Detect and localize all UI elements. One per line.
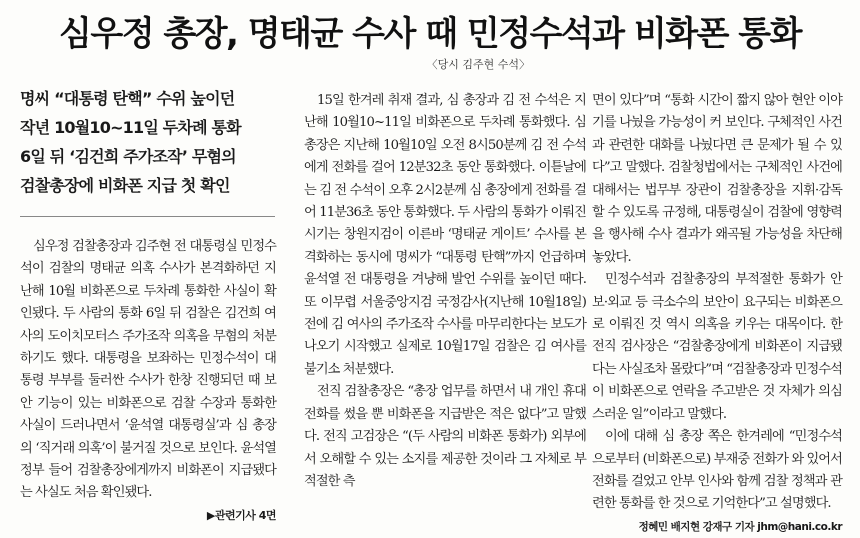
paragraph: 전직 검찰총장은 “총장 업무를 하면서 내 개인 휴대전화를 썼을 뿐 비화폰을 지급받은 적은 없다”고 말했다. 전직 고검장은 “(두 사람의 비화폰 통화가) 외부에서 오해할 수 있는 소지를 제공한 것이라 그 자체로 부적절한 측 <box>304 384 586 489</box>
paragraph: 민정수석과 검찰총장의 부적절한 통화가 안보·외교 등 극소수의 보안이 요구되는 비화폰으로 이뤄진 것 역시 의혹을 키우는 대목이다. 한 전직 검사장은 “검찰총장에게 비화폰이 지급됐다는 사실조차 몰랐다”며 “검찰총장과 민정수석이 비화폰으로 연락을 주고받은 것 자체가 의심스러운 일”이라고 말했다. <box>592 272 842 422</box>
photo-caption: 〈당시 김주현 수석〉 <box>426 58 530 71</box>
subhead-line: 6일 뒤 ‘김건희 주가조작’ 무혐의 <box>20 147 236 166</box>
paragraph: 면이 있다”며 “통화 시간이 짧지 않아 현안 이야기를 나눴을 가능성이 커 보인다. 구체적인 사건과 관련한 대화를 나눴다면 큰 문제가 될 수 있다”고 말했다. 검찰청법에서는 구체적인 사건에 대해서는 법무부 장관이 검찰총장을 지휘·감독할 수 있도록 규정해, 대통령실이 검찰에 영향력을 행사해 수사 결과가 왜곡될 가능성을 차단해놓았다. <box>592 93 842 265</box>
subhead-line: 명씨 “대통령 탄핵” 수위 높이던 <box>20 89 235 108</box>
subhead-line: 검찰총장에 비화폰 지급 첫 확인 <box>20 176 230 195</box>
paragraph: 15일 한겨레 취재 결과, 심 총장과 김 전 수석은 지난해 10월10~11일 비화폰으로 두차례 통화했다. 심 총장은 지난해 10월10일 오전 8시50분께 김 전 수석에게 전화를 걸어 12분32초 동안 통화했다. 이튿날에는 김 전 수석이 오후 2시2분께 심 총장에게 전화를 걸어 11분36초 동안 통화했다. 두 사람의 통화가 이뤄진 시기는 창원지검이 이른바 ‘명태균 게이트’ 수사를 본격화하는 동시에 명씨가 “대통령 탄핵”까지 언급하며 윤석열 전 대통령을 겨냥해 발언 수위를 높이던 때다. 또 이무렵 서울중앙지검 국정감사(지난해 10월18일) 전에 김 여사의 주가조작 수사를 마무리한다는 보도가 나오기 시작했고 실제로 10월17일 검찰은 김 여사를 불기소 처분했다. <box>304 93 586 377</box>
paragraph: 심우정 검찰총장과 김주현 전 대통령실 민정수석이 검찰의 명태균 의혹 수사가 본격화하던 지난해 10월 비화폰으로 두차례 통화한 사실이 확인됐다. 두 사람의 통화 6일 뒤 검찰은 김건희 여사의 도이치모터스 주가조작 의혹을 무혐의 처분하기도 했다. 대통령을 보좌하는 민정수석이 대통령 부부를 둘러싼 수사가 한창 진행되던 때 보안 기능이 있는 비화폰으로 검찰 수장과 통화한 사실이 드러나면서 ‘윤석열 대통령실’과 심 총장의 ‘직거래 의혹’이 불거질 것으로 보인다. 윤석열 정부 들어 검찰총장에게까지 비화폰이 지급됐다는 사실도 처음 확인됐다. <box>20 239 276 501</box>
paragraph: 이에 대해 심 총장 쪽은 한겨레에 “민정수석으로부터 (비화폰으로) 부재중 전화가 와 있어서 전화를 걸었고 안부 인사와 함께 검찰 정책과 관련한 통화를 한 것으로 기억한다”고 설명했다. <box>592 429 842 512</box>
article-column-1 <box>20 236 276 527</box>
subhead <box>20 84 275 200</box>
headline: 심우정 총장, 명태균 수사 때 민정수석과 비화폰 통화 <box>59 14 801 54</box>
article-column-2 <box>304 90 586 493</box>
byline: 정혜민 배지현 강재구 기자 jhm@hani.co.kr <box>638 520 842 533</box>
related-article-link[interactable]: ▶관련기사 4면 <box>206 508 276 522</box>
subhead-divider <box>20 216 275 217</box>
article-column-3 <box>592 90 842 538</box>
subhead-line: 작년 10월10~11일 두차례 통화 <box>20 118 241 137</box>
